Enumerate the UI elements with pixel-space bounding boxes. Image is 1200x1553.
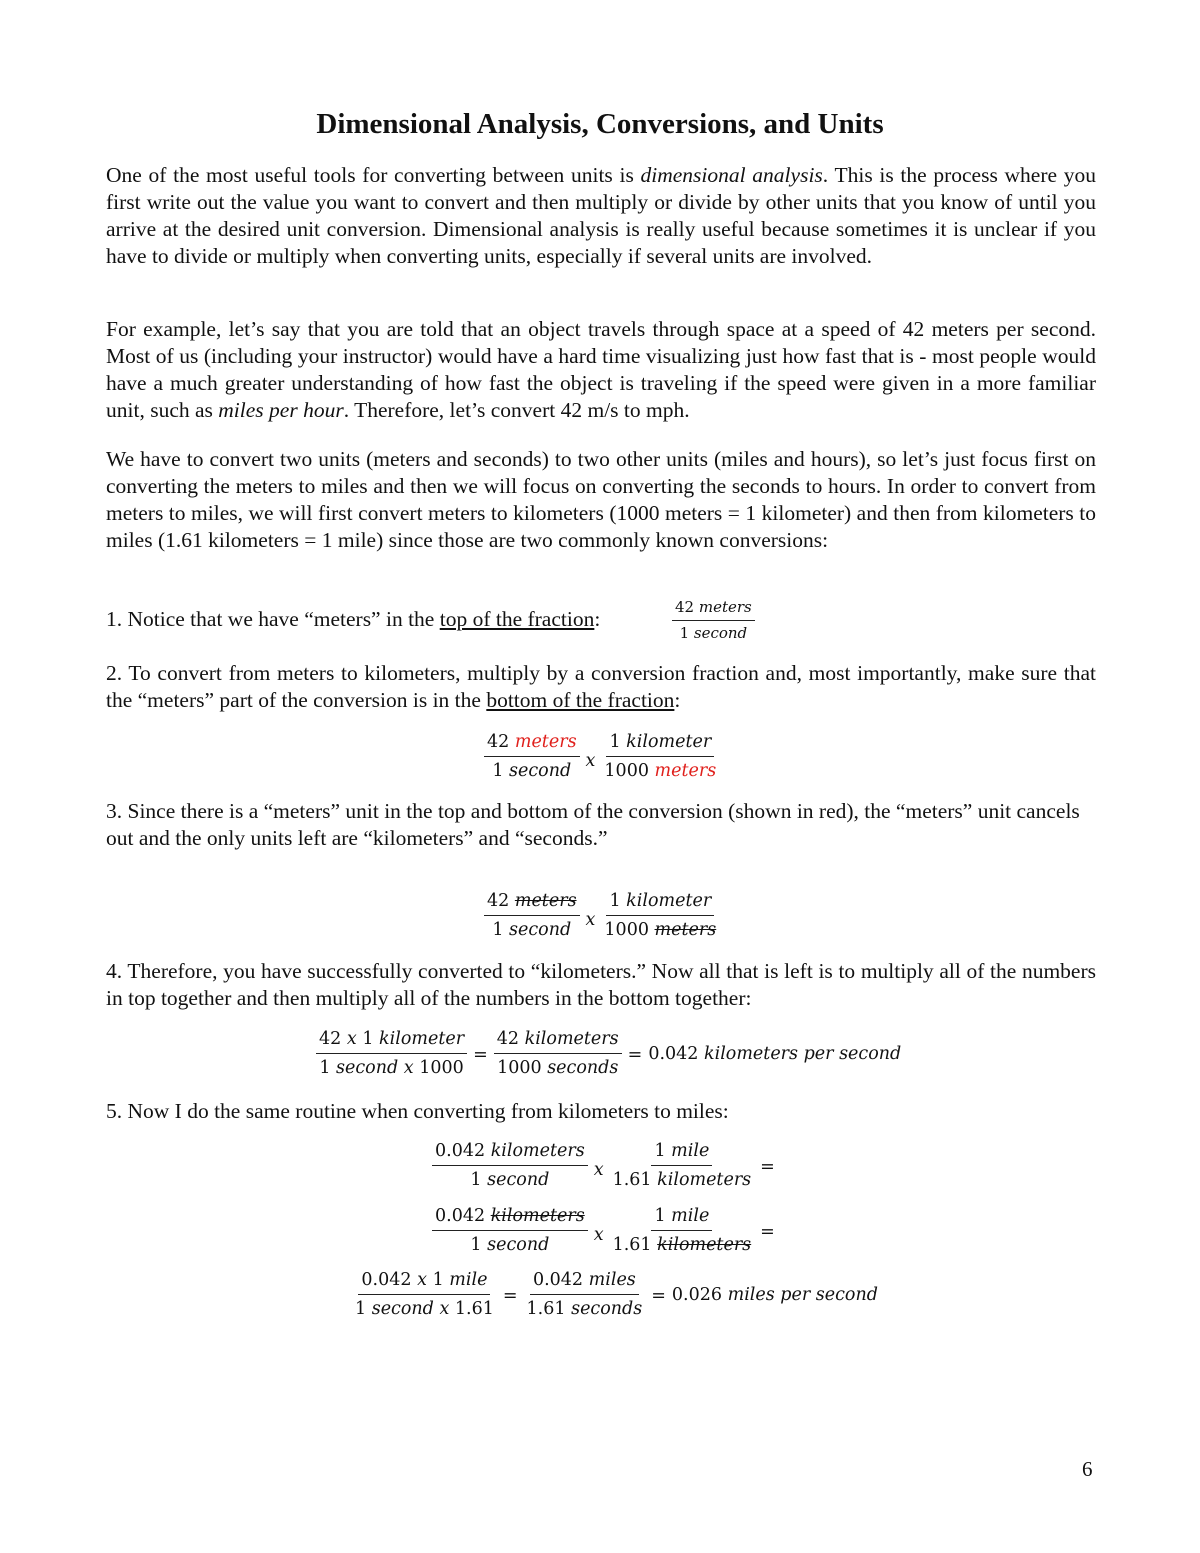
unit: mile <box>449 1270 488 1290</box>
unit: seconds <box>547 1058 619 1078</box>
number: 1 <box>492 920 504 940</box>
number: 1 <box>609 891 621 911</box>
fraction <box>601 890 719 941</box>
number: 1.61 <box>454 1299 494 1319</box>
equals-operator: = <box>760 1221 775 1242</box>
unit: kilometers <box>490 1141 585 1161</box>
times-operator: x <box>439 1299 450 1319</box>
text: 1. Notice that we have “meters” in the <box>106 607 440 631</box>
number: 1 <box>492 761 504 781</box>
number: 0.042 <box>532 1270 584 1290</box>
number: 42 <box>487 732 510 752</box>
number: 1 <box>362 1029 374 1049</box>
unit: second <box>693 624 748 642</box>
text: . Therefore, let’s convert 42 m/s to mph. <box>343 398 690 422</box>
unit-cancelled: meters <box>514 891 577 911</box>
times-operator: x <box>585 750 596 771</box>
number: 1000 <box>419 1058 464 1078</box>
text: : <box>674 688 681 712</box>
unit-cancelled: meters <box>654 920 717 940</box>
number: 1000 <box>497 1058 542 1078</box>
number: 1000 <box>604 920 649 940</box>
underlined-phrase: bottom of the fraction <box>486 688 675 712</box>
text: : <box>594 607 601 631</box>
number: 0.042 <box>435 1206 486 1226</box>
intro-paragraph <box>106 162 1096 270</box>
equation-3 <box>484 890 719 941</box>
number: 1.61 <box>612 1170 652 1190</box>
fraction <box>601 731 719 782</box>
text: . This is the process where you first write out the value you want to convert and then multiply or divide by other units that you know of until you arrive at the desired unit conversion. Dimensional analysis is really useful because sometimes it is unclear if you have to divide or multiply when converting units, especially if several units are involved. <box>106 163 1096 268</box>
number: 0.042 <box>435 1141 486 1161</box>
unit-highlighted: meters <box>654 761 717 781</box>
unit: second <box>487 1170 550 1190</box>
unit: kilometer <box>626 732 712 752</box>
fraction <box>432 1205 588 1256</box>
times-operator: x <box>593 1159 604 1180</box>
number: 1 <box>470 1170 482 1190</box>
number: 1 <box>319 1058 331 1078</box>
number: 1.61 <box>526 1299 566 1319</box>
result-unit: kilometers per second <box>704 1043 902 1064</box>
equation-2 <box>484 731 719 782</box>
conversion-paragraph: We have to convert two units (meters and seconds) to two other units (miles and hours), so let’s just focus first on converting the meters to miles and then we will focus on converting the seconds to hours. In order to convert from meters to miles, we will first convert meters to kilometers (1000 meters = 1 kilometer) and then from kilometers to miles (1.61 kilometers = 1 mile) since those are two commonly known conversions: <box>106 447 1096 552</box>
number: 1 <box>355 1299 367 1319</box>
number: 42 <box>487 891 510 911</box>
step-3-text: 3. Since there is a “meters” unit in the top and bottom of the conversion (shown in red), the “meters” unit cancels out and the only units left are “kilometers” and “seconds.” <box>106 799 1080 850</box>
number: 0.042 <box>361 1270 412 1290</box>
unit: kilometer <box>626 891 712 911</box>
step-1-text <box>106 606 600 633</box>
number: 1 <box>609 732 621 752</box>
page-number: 6 <box>1082 1457 1093 1481</box>
times-operator: x <box>417 1270 427 1290</box>
unit: kilometer <box>379 1029 465 1049</box>
number: 1000 <box>604 761 649 781</box>
equation-5c <box>352 1269 878 1320</box>
fraction <box>524 1269 646 1320</box>
equals-operator: = <box>760 1156 775 1177</box>
number: 1 <box>679 624 690 642</box>
unit: seconds <box>571 1299 643 1319</box>
number: 42 <box>675 598 695 616</box>
unit-highlighted: meters <box>514 732 577 752</box>
unit: second <box>336 1058 399 1078</box>
fraction <box>484 731 580 782</box>
fraction <box>494 1028 622 1079</box>
text: One of the most useful tools for converting between units is <box>106 163 641 187</box>
equation-4 <box>316 1028 901 1079</box>
number: 42 <box>496 1029 520 1049</box>
unit: meters <box>698 598 752 616</box>
unit: mile <box>671 1141 710 1161</box>
times-operator: x <box>403 1058 414 1078</box>
unit: second <box>371 1299 434 1319</box>
times-operator: x <box>593 1224 604 1245</box>
unit: mile <box>671 1206 710 1226</box>
result-number: 0.042 <box>648 1043 699 1064</box>
underlined-phrase: top of the fraction <box>439 607 595 631</box>
unit: second <box>509 761 572 781</box>
equals-operator: = <box>502 1285 518 1306</box>
fraction <box>484 890 580 941</box>
step-2-text <box>106 660 1096 714</box>
fraction <box>610 1140 755 1191</box>
equals-operator: = <box>627 1044 643 1065</box>
unit: miles <box>588 1270 636 1290</box>
fraction <box>352 1269 497 1320</box>
result-number: 0.026 <box>671 1284 723 1305</box>
step-5-text: 5. Now I do the same routine when converting from kilometers to miles: <box>106 1099 729 1123</box>
fraction <box>316 1028 467 1079</box>
equals-operator: = <box>651 1285 666 1306</box>
number: 1 <box>654 1206 666 1226</box>
step-4-text: 4. Therefore, you have successfully converted to “kilometers.” Now all that is left is to multiply all of the numbers in top together and then multiply all of the numbers in the bottom together: <box>106 959 1096 1010</box>
unit: kilometers <box>524 1029 619 1049</box>
unit-cancelled: kilometers <box>657 1235 752 1255</box>
number: 1 <box>654 1141 666 1161</box>
result-unit: miles per second <box>727 1284 878 1305</box>
number: 1 <box>470 1235 482 1255</box>
term-dimensional-analysis: dimensional analysis <box>640 163 823 187</box>
number: 1.61 <box>612 1235 652 1255</box>
fraction <box>432 1140 588 1191</box>
times-operator: x <box>346 1029 357 1049</box>
example-paragraph <box>106 316 1096 424</box>
unit: second <box>487 1235 550 1255</box>
equation-5b <box>432 1205 781 1256</box>
term-miles-per-hour: miles per hour <box>218 398 344 422</box>
equation-1 <box>672 598 755 643</box>
unit: kilometers <box>657 1170 752 1190</box>
text: 2. To convert from meters to kilometers, multiply by a conversion fraction and, most importantly, make sure that the “meters” part of the conversion is in the <box>106 661 1096 712</box>
page-title: Dimensional Analysis, Conversions, and Units <box>316 108 884 140</box>
fraction <box>672 598 755 643</box>
text: For example, let’s say that you are told that an object travels through space at a speed of 42 meters per second. Most of us (including your instructor) would have a hard time visualizing just how fast that is - most people would have a much greater understanding of how fast the object is traveling if the speed were given in a more familiar unit, such as <box>106 317 1096 422</box>
unit: second <box>509 920 572 940</box>
equals-operator: = <box>473 1044 488 1065</box>
number: 1 <box>432 1270 444 1290</box>
times-operator: x <box>585 909 596 930</box>
number: 42 <box>319 1029 342 1049</box>
unit-cancelled: kilometers <box>490 1206 585 1226</box>
equation-5a <box>432 1140 781 1191</box>
fraction <box>610 1205 755 1256</box>
